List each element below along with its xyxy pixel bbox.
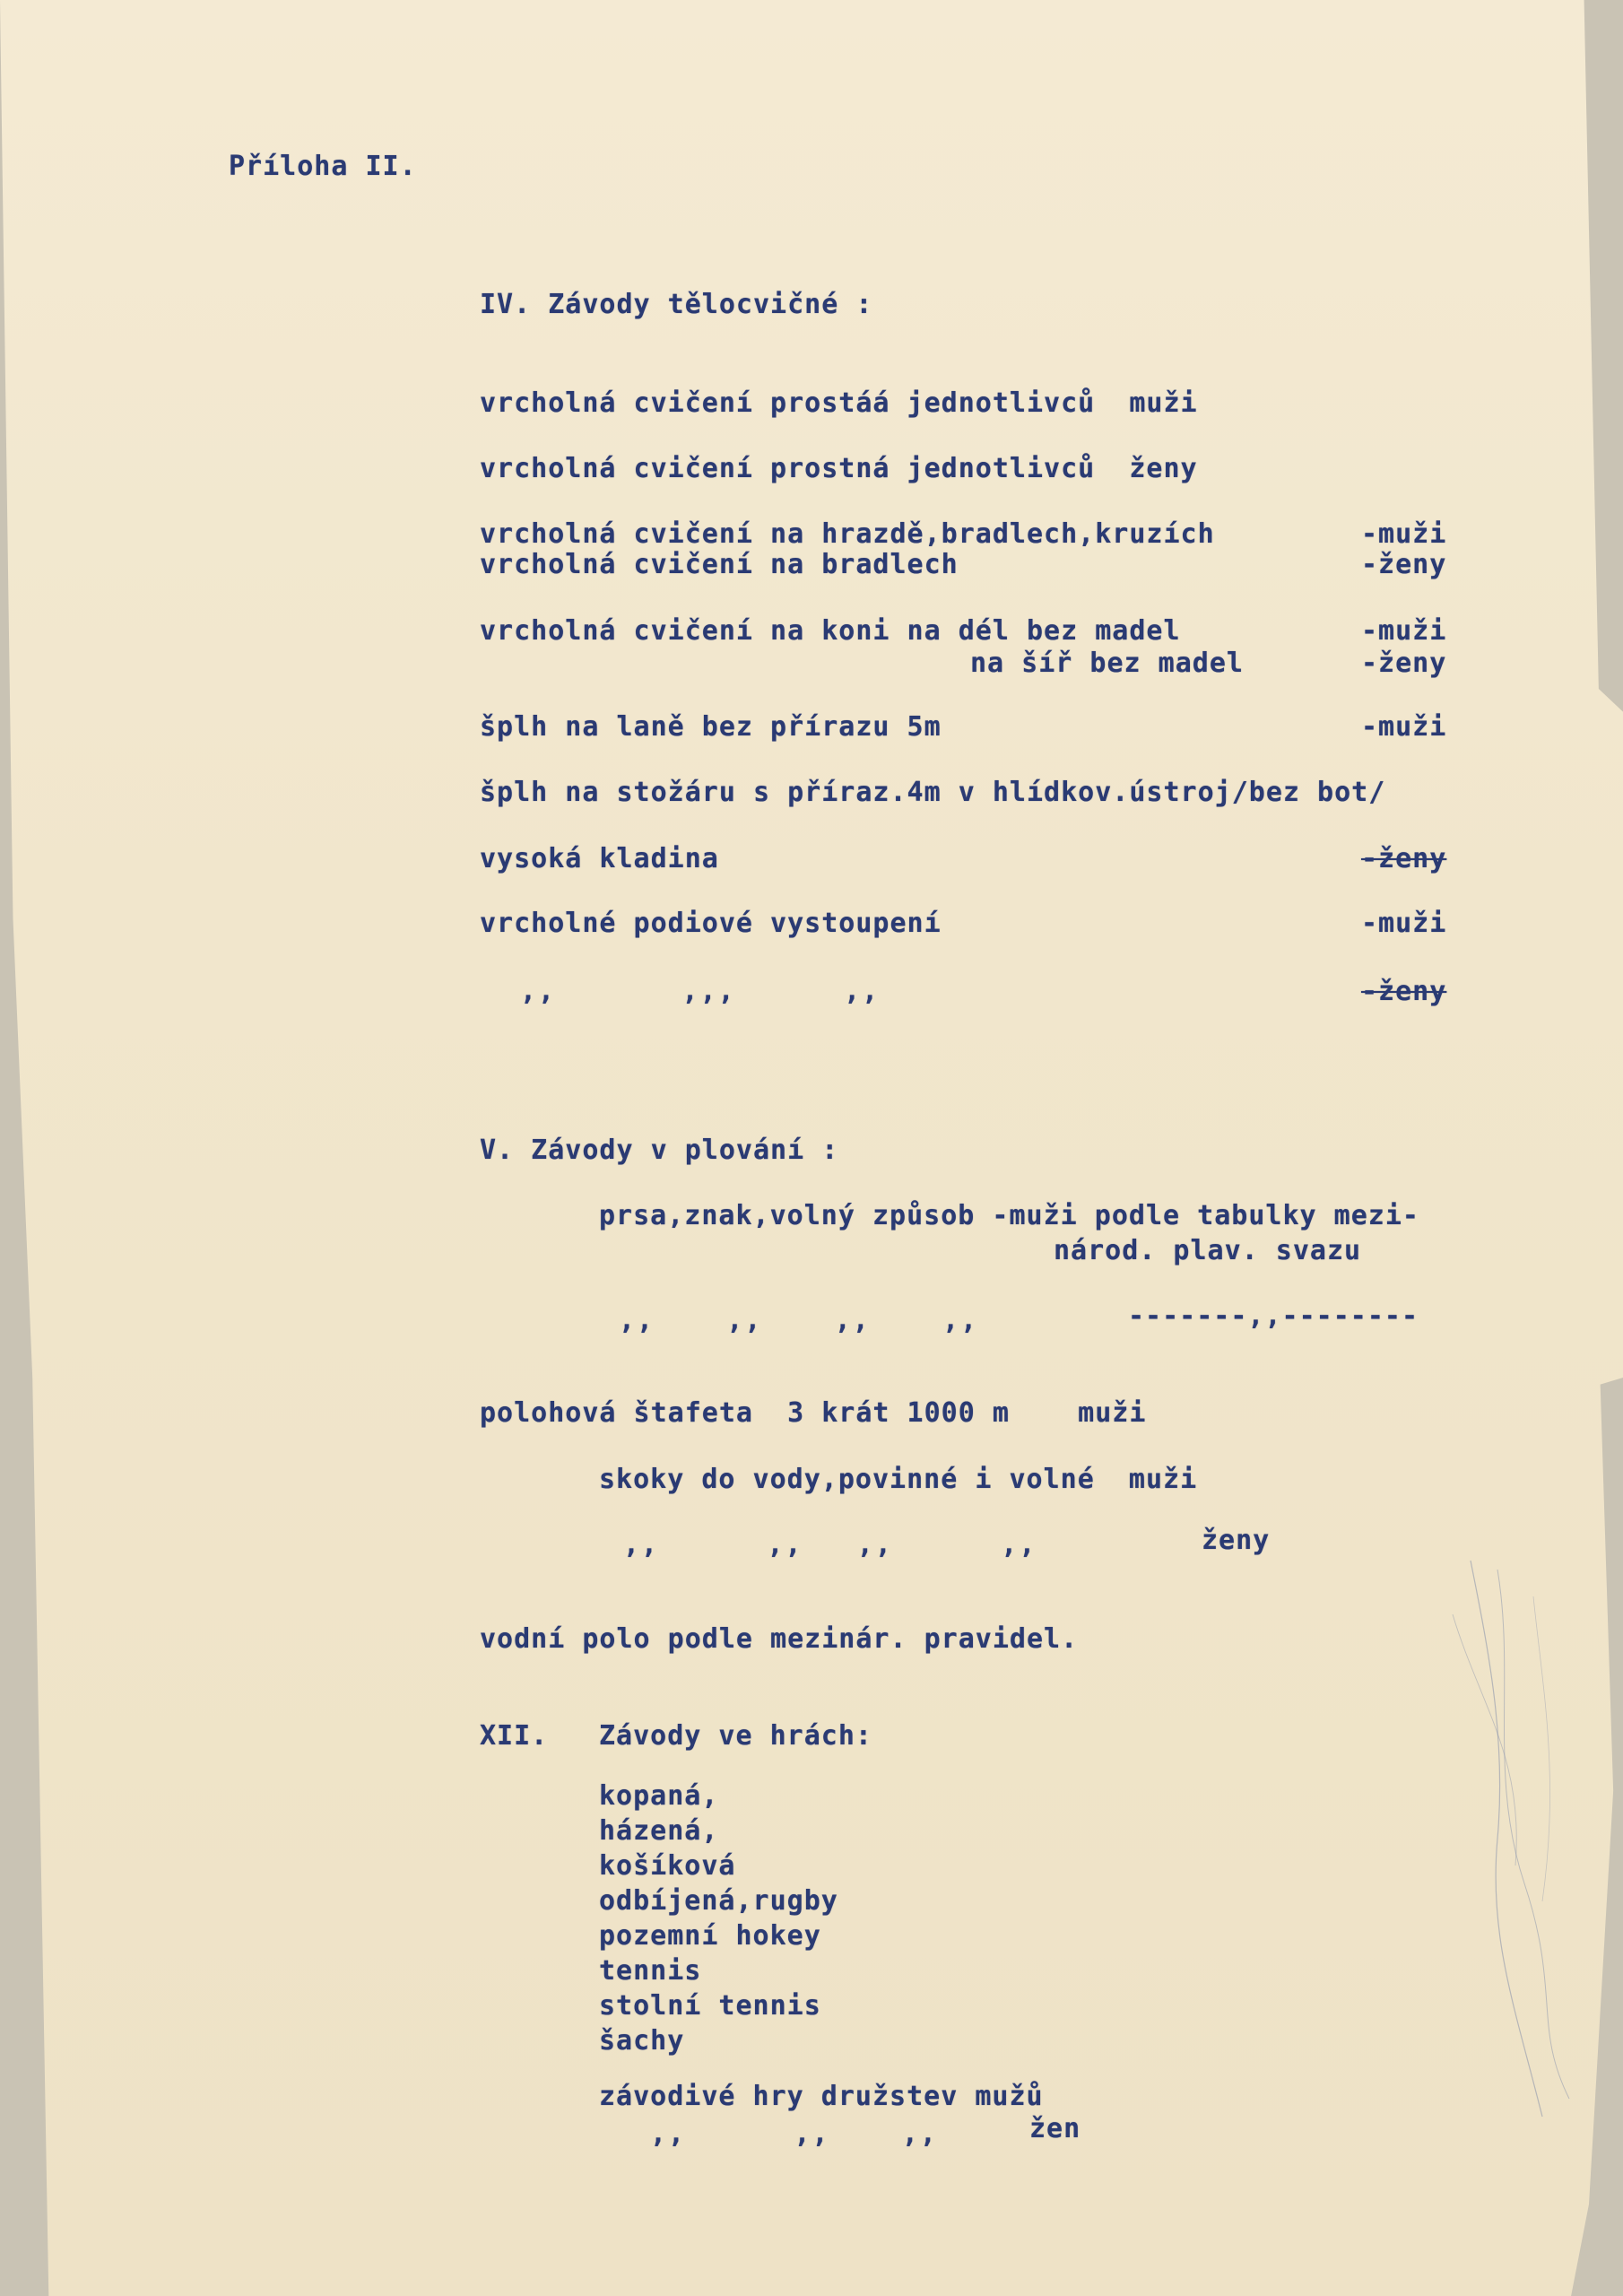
diving-ditto-row: ,, ,, ,, ,, xyxy=(623,1529,1037,1561)
section-v-heading: V. Závody v plování : xyxy=(480,1135,839,1166)
section-iv-row-9: vysoká kladina xyxy=(480,843,719,874)
swimming-dash-row: -------,,-------- xyxy=(1128,1300,1419,1332)
relay-line: polohová štafeta 3 krát 1000 m muži xyxy=(480,1397,1147,1429)
game-item: šachy xyxy=(599,2025,685,2057)
section-iv-row-3: vrcholná cvičení na hrazdě,bradlech,kruzích xyxy=(480,518,1215,550)
attachment-label: Příloha II. xyxy=(229,151,417,182)
game-item: kopaná, xyxy=(599,1780,719,1812)
swimming-styles-line: prsa,znak,volný způsob -muži podle tabulky mezi- xyxy=(599,1200,1419,1231)
team-games-women: žen xyxy=(1029,2113,1081,2144)
section-iv-row-4-gender: -ženy xyxy=(1361,549,1447,580)
diving-line: skoky do vody,povinné i volné muži xyxy=(599,1464,1198,1495)
team-games-ditto: ,, ,, ,, xyxy=(650,2118,938,2150)
game-item: tennis xyxy=(599,1955,702,1987)
section-iv-row-6: na šíř bez madel xyxy=(970,648,1244,679)
section-iv-row-2: vrcholná cvičení prostná jednotlivců ženy xyxy=(480,453,1198,484)
game-item: košíková xyxy=(599,1850,736,1882)
section-iv-row-11-gender: -ženy xyxy=(1361,976,1447,1007)
section-iv-row-7-gender: -muži xyxy=(1361,711,1447,743)
section-iv-row-11-ditto: ,, ,,, ,, xyxy=(520,976,881,1007)
section-iv-row-8: šplh na stožáru s příraz.4m v hlídkov.ústroj/bez bot/ xyxy=(480,777,1386,808)
diving-women-label: ženy xyxy=(1202,1525,1271,1556)
waterpolo-line: vodní polo podle mezinár. pravidel. xyxy=(480,1623,1079,1655)
team-games-line: závodivé hry družstev mužů xyxy=(599,2081,1044,2112)
section-iv-heading: IV. Závody tělocvičné : xyxy=(480,289,873,320)
section-iv-row-4: vrcholná cvičení na bradlech xyxy=(480,549,959,580)
section-xii-number: XII. xyxy=(480,1720,549,1752)
game-item: pozemní hokey xyxy=(599,1920,821,1952)
swimming-ditto-row: ,, ,, ,, ,, xyxy=(619,1305,979,1336)
section-iv-row-7: šplh na laně bez přírazu 5m xyxy=(480,711,942,743)
section-iv-row-3-gender: -muži xyxy=(1361,518,1447,550)
section-xii-heading: Závody ve hrách: xyxy=(599,1720,872,1752)
section-iv-row-6-gender: -ženy xyxy=(1361,648,1447,679)
section-iv-row-1: vrcholná cvičení prostáá jednotlivců muži xyxy=(480,387,1198,419)
section-iv-row-10: vrcholné podiové vystoupení xyxy=(480,908,942,939)
swimming-federation-line: národ. plav. svazu xyxy=(1054,1235,1362,1266)
section-iv-row-5: vrcholná cvičení na koni na dél bez madel xyxy=(480,615,1181,647)
game-item: házená, xyxy=(599,1815,719,1847)
game-item: odbíjená,rugby xyxy=(599,1885,838,1917)
section-iv-row-9-gender: -ženy xyxy=(1361,843,1447,874)
section-iv-row-10-gender: -muži xyxy=(1361,908,1447,939)
pencil-scribble xyxy=(1435,1543,1614,2126)
game-item: stolní tennis xyxy=(599,1990,821,2022)
section-iv-row-5-gender: -muži xyxy=(1361,615,1447,647)
